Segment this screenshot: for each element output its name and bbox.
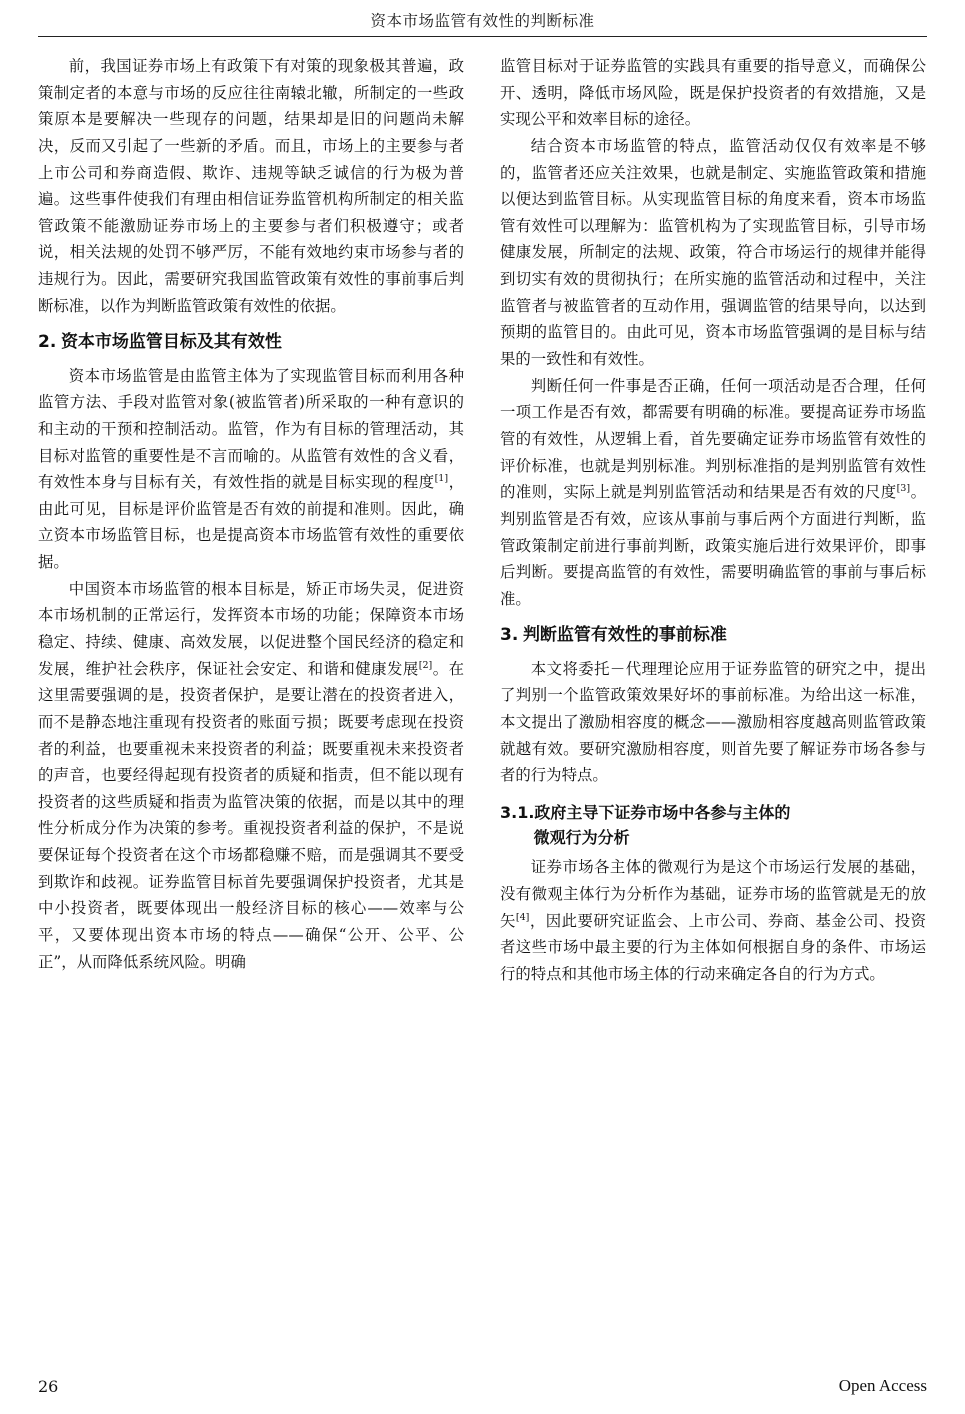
citation-ref: [1] [434, 473, 449, 485]
citation-ref: [2] [418, 659, 433, 671]
section-number: 3. [500, 625, 519, 646]
page-footer [38, 1376, 927, 1396]
right-column [500, 53, 926, 1323]
paragraph-text-cont: 。判别监管是否有效，应该从事前与事后两个方面进行判断，监管政策制定前进行事前判断，政策实施后进行效果评价，即事后判断。要提高监管的有效性，需要明确监管的事前与事后标准。 [500, 483, 926, 608]
paragraph: 结合资本市场监管的特点，监管活动仅仅有效率是不够的，监管者还应关注效果，也就是制定、实施监管政策和措施以便达到监管目标。从实现监管目标的角度来看，资本市场监管有效性可以理解为：监管机构为了实现监管目标，引导市场健康发展，所制定的法规、政策，符合市场运行的规律并能得到切实有效的贯彻执行；在所实施的监管活动和过程中，关注监管者与被监管者的互动作用，强调监管的结果导向，以达到预期的监管目的。由此可见，资本市场监管强调的是目标与结果的一致性和有效性。 [500, 136, 926, 369]
paragraph: 监管目标对于证券监管的实践具有重要的指导意义，而确保公开、透明，降低市场风险，既是保护投资者的有效措施，又是实现公平和效率目标的途径。 [500, 57, 926, 129]
section-title: 判断监管有效性的事前标准 [522, 625, 727, 646]
paragraph [38, 576, 464, 976]
section-heading-3 [500, 622, 926, 649]
left-column [38, 53, 464, 1323]
paragraph-text-cont: ，因此要研究证监会、上市公司、券商、基金公司、投资者这些市场中最主要的行为主体如何根据自身的条件、市场运行的特点和其他市场主体的行动来确定各自的行为方式。 [500, 911, 926, 983]
running-head: 资本市场监管有效性的判断标准 [370, 12, 595, 30]
page-number: 26 [38, 1377, 59, 1396]
section-number: 2. [38, 332, 57, 353]
citation-ref: [3] [896, 483, 911, 495]
section-title: 资本市场监管目标及其有效性 [60, 332, 282, 353]
paragraph-text-cont: 。在这里需要强调的是，投资者保护，是要让潜在的投资者进入，而不是静态地注重现有投资者的账面亏损；既要考虑现在投资者的利益，也要重视未来投资者的利益；既要重视未来投资者的声音，也要经得起现有投资者的质疑和指责，但不能以现有投资者的这些质疑和指责为监管决策的依据，而是以其中的理性分析成分作为决策的参考。重视投资者利益的保护，不是说要保证每个投资者在这个市场都稳赚不赔，而是强调其不要受到欺诈和歧视。证券监管目标首先要强调保护投资者，尤其是中小投资者，既要体现出一般经济目标的核心——效率与公平，又要体现出资本市场的特点——确保“公开、公平、公正”，从而降低系统风险。明确 [38, 659, 464, 971]
subsection-title-line2: 微观行为分析 [533, 827, 630, 847]
paragraph [500, 373, 926, 613]
paragraph: 本文将委托－代理理论应用于证券监管的研究之中，提出了判别一个监管政策效果好坏的事前标准。为给出这一标准，本文提出了激励相容度的概念——激励相容度越高则监管政策就越有效。要研究激励相容度，则首先要了解证券市场各参与者的行为特点。 [500, 659, 926, 785]
citation-ref: [4] [515, 911, 530, 923]
paragraph-text: 证券市场各主体的微观行为是这个市场运行发展的基础，没有微观主体行为分析作为基础，证券市场的监管就是无的放矢 [500, 858, 926, 930]
two-column-body [38, 53, 927, 1323]
subsection-heading-3-1 [500, 801, 926, 851]
header-divider [38, 36, 927, 37]
subsection-title-line1: 政府主导下证券市场中各参与主体的 [534, 802, 791, 822]
paragraph [38, 363, 464, 576]
paragraph: 前，我国证券市场上有政策下有对策的现象极其普遍，政策制定者的本意与市场的反应往往南辕北辙，所制定的一些政策原本是要解决一些现存的问题，结果却是旧的问题尚未解决，反而又引起了一些新的矛盾。而且，市场上的主要参与者上市公司和券商造假、欺诈、违规等缺乏诚信的行为极为普遍。这些事件使我们有理由相信证券监管机构所制定的相关监管政策不能激励证券市场上的主要参与者们积极遵守；或者说，相关法规的处罚不够严厉，不能有效地约束市场参与者的违规行为。因此，需要研究我国监管政策有效性的事前事后判断标准，以作为判断监管政策有效性的依据。 [38, 57, 464, 315]
section-heading-2 [38, 329, 464, 356]
paragraph-text: 判断任何一件事是否正确，任何一项活动是否合理，任何一项工作是否有效，都需要有明确的标准。要提高证券市场监管的有效性，从逻辑上看，首先要确定证券市场监管有效性的评价标准，也就是判别标准。判别标准指的是判别监管有效性的准则，实际上就是判别监管活动和结果是否有效的尺度 [500, 376, 926, 502]
paragraph-text: 资本市场监管是由监管主体为了实现监管目标而利用各种监管方法、手段对监管对象(被监管者)所采取的一种有意识的和主动的干预和控制活动。监管，作为有目标的管理活动，其目标对监管的重要性是不言而喻的。从监管有效性的含义看，有效性本身与目标有关，有效性指的就是目标实现的程度 [38, 366, 464, 492]
subsection-number: 3.1. [500, 802, 535, 822]
paragraph [500, 854, 926, 987]
paragraph-text: 中国资本市场监管的根本目标是，矫正市场失灵，促进资本市场机制的正常运行，发挥资本市场的功能；保障资本市场稳定、持续、健康、高效发展，以促进整个国民经济的稳定和发展，维护社会秩序，保证社会安定、和谐和健康发展 [38, 579, 464, 678]
open-access-label: Open Access [838, 1376, 927, 1395]
paragraph-text-cont: ，由此可见，目标是评价监管是否有效的前提和准则。因此，确立资本市场监管目标，也是提高资本市场监管有效性的重要依据。 [38, 473, 464, 572]
